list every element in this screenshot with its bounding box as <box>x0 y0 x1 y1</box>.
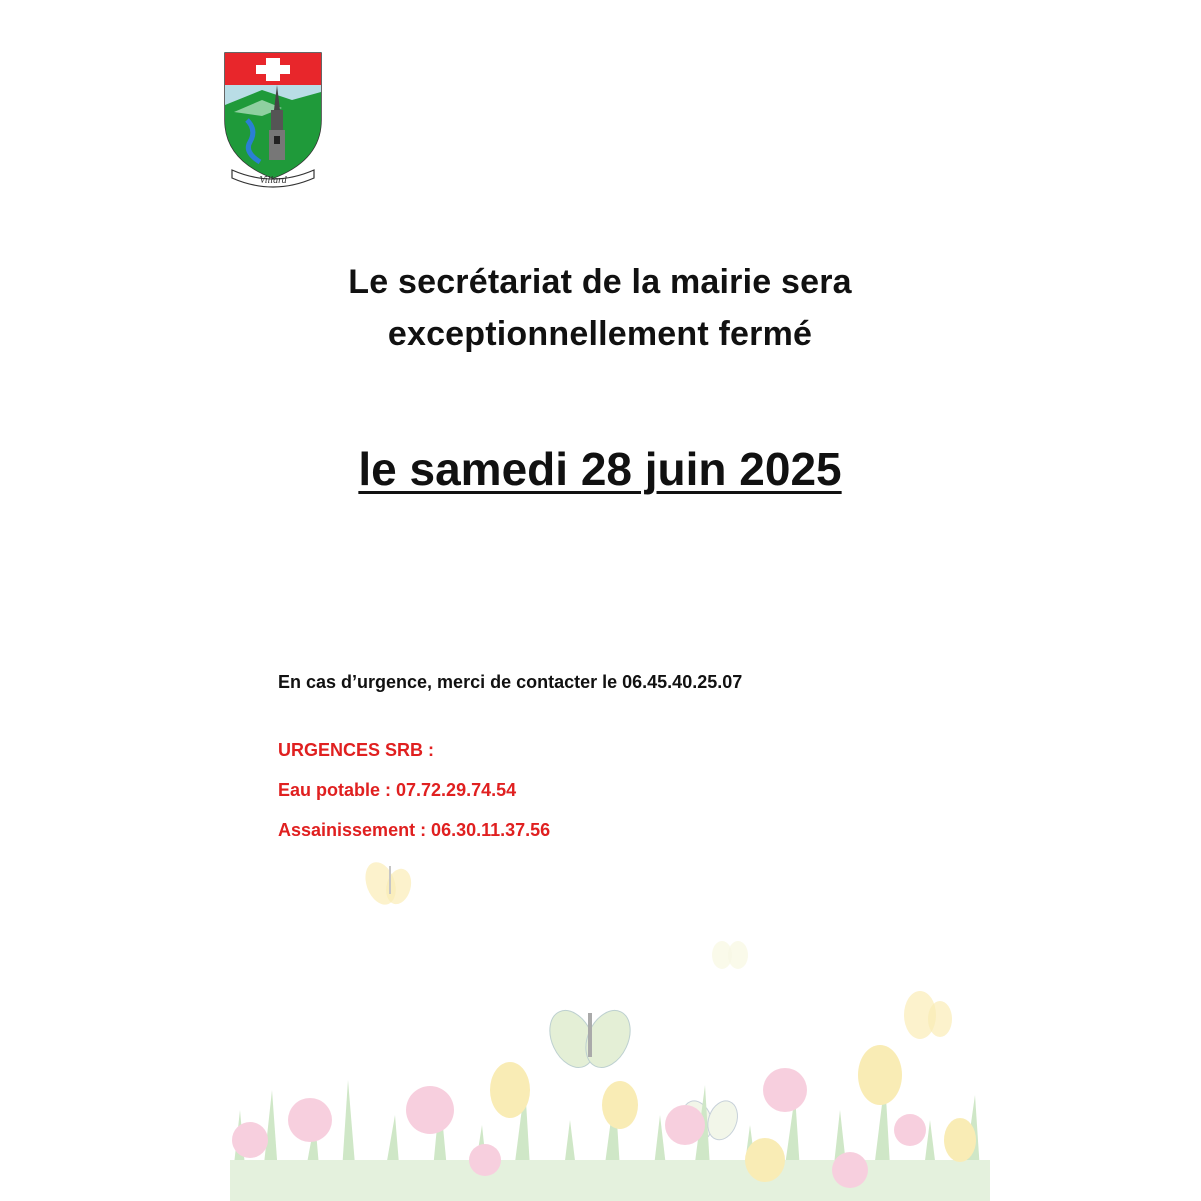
notice-title <box>200 256 1000 360</box>
emergency-title: URGENCES SRB : <box>278 740 435 760</box>
notice-date <box>200 438 1000 500</box>
emergency-sanitation: Assainissement : 06.30.11.37.56 <box>278 820 551 840</box>
butterfly-icon <box>712 941 748 969</box>
notice-title-line2: exceptionnellement fermé <box>387 315 813 353</box>
notice-title-line1: Le secrétariat de la mairie sera <box>348 263 852 301</box>
contact-line: En cas d’urgence, merci de contacter le 06.45.40.25.07 <box>278 672 743 692</box>
butterfly-icon <box>360 858 415 909</box>
emergency-water: Eau potable : 07.72.29.74.54 <box>278 780 517 800</box>
butterfly-icon <box>541 1003 639 1074</box>
notice-date-text: le samedi 28 juin 2025 <box>358 443 842 495</box>
flower-meadow-decoration <box>230 840 990 1201</box>
crest-icon <box>222 50 324 188</box>
butterfly-icon <box>904 991 952 1039</box>
crest-banner-text: Villard <box>259 175 287 186</box>
